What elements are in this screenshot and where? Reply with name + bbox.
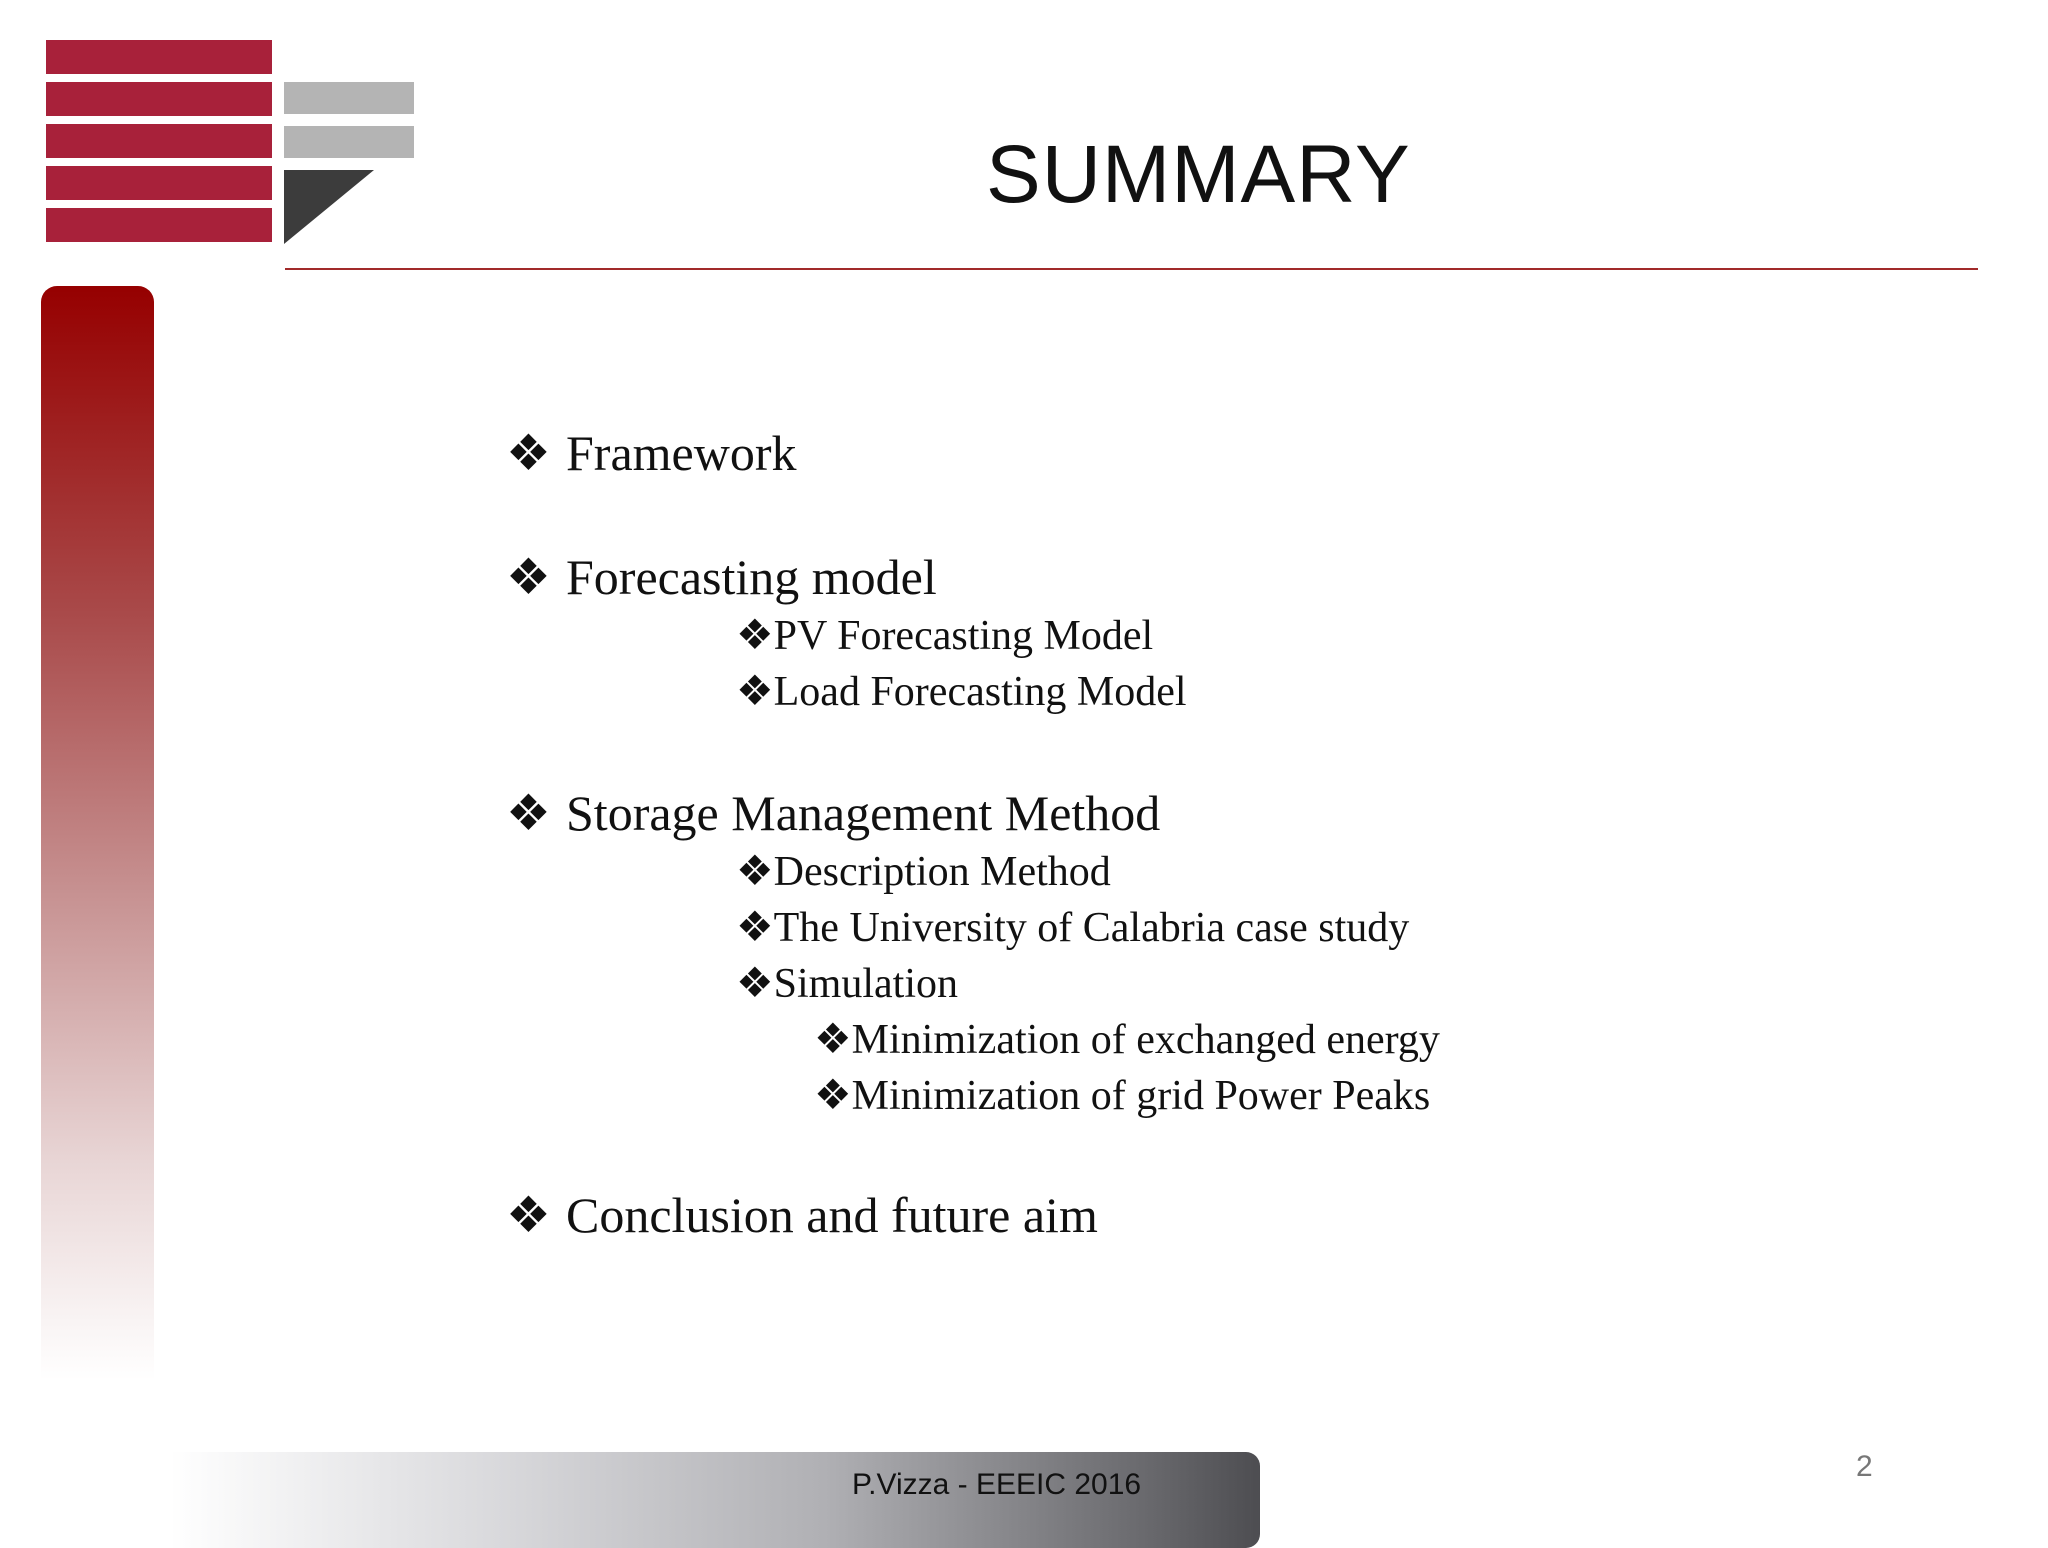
list-item: ❖Load Forecasting Model (736, 666, 1187, 716)
four-diamond-bullet-icon: ❖ (506, 549, 551, 605)
list-item: ❖Minimization of exchanged energy (814, 1014, 1440, 1064)
four-diamond-bullet-icon: ❖ (736, 849, 774, 895)
four-diamond-bullet-icon: ❖ (814, 1017, 852, 1063)
list-item: ❖The University of Calabria case study (736, 902, 1409, 952)
four-diamond-bullet-icon: ❖ (814, 1073, 852, 1119)
four-diamond-bullet-icon: ❖ (736, 905, 774, 951)
four-diamond-bullet-icon: ❖ (736, 669, 774, 715)
list-item: ❖ Storage Management Method (506, 785, 1161, 841)
title-divider (285, 268, 1978, 270)
decorative-side-bar (41, 286, 154, 1380)
four-diamond-bullet-icon: ❖ (506, 1187, 551, 1243)
list-item: ❖Simulation (736, 958, 958, 1008)
four-diamond-bullet-icon: ❖ (506, 785, 551, 841)
footer-author: P.Vizza - EEEIC 2016 (852, 1468, 1142, 1501)
list-item: ❖ Conclusion and future aim (506, 1187, 1098, 1243)
list-item: ❖ Forecasting model (506, 549, 937, 605)
list-item: ❖ Framework (506, 425, 797, 481)
four-diamond-bullet-icon: ❖ (506, 425, 551, 481)
list-item: ❖Minimization of grid Power Peaks (814, 1070, 1430, 1120)
university-logo-icon (46, 40, 426, 250)
four-diamond-bullet-icon: ❖ (736, 961, 774, 1007)
list-item: ❖PV Forecasting Model (736, 610, 1153, 660)
slide-title: SUMMARY (986, 129, 1411, 220)
page-number: 2 (1856, 1450, 1873, 1483)
list-item: ❖Description Method (736, 846, 1111, 896)
four-diamond-bullet-icon: ❖ (736, 613, 774, 659)
